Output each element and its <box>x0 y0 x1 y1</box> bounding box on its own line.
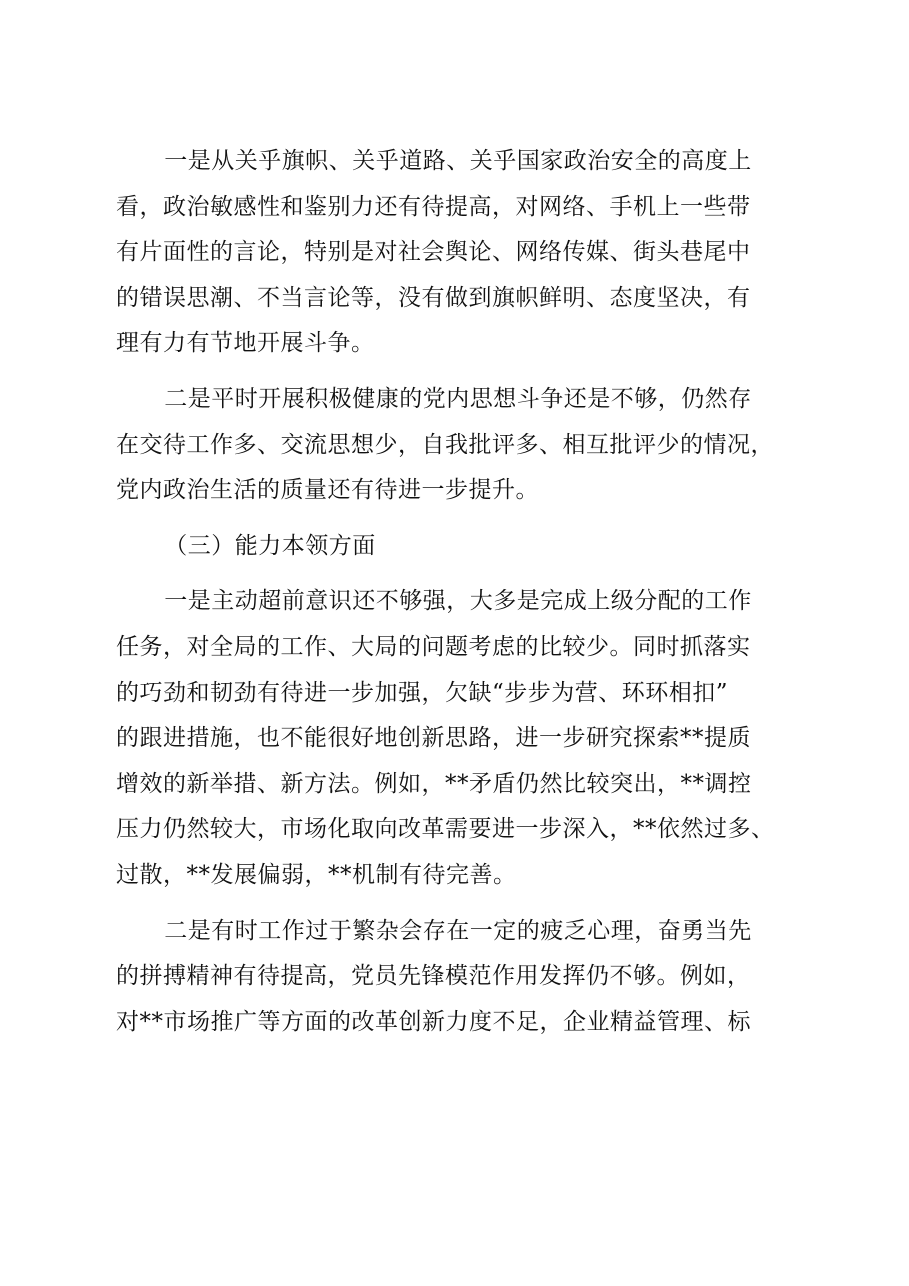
text-line: 压力仍然较大，市场化取向改革需要进一步深入，**依然过多、 <box>116 816 775 843</box>
text-line: 二是有时工作过于繁杂会存在一定的疲乏心理，奋勇当先 <box>164 917 752 944</box>
text-line: 对**市场推广等方面的改革创新力度不足，企业精益管理、标 <box>116 1008 751 1035</box>
text-line: 一是主动超前意识还不够强，大多是完成上级分配的工作 <box>164 588 752 615</box>
text-line: 一是从关乎旗帜、关乎道路、关乎国家政治安全的高度上 <box>164 148 752 174</box>
text-line: 在交待工作多、交流思想少，自我批评多、相互批评少的情况， <box>116 431 774 458</box>
text-line: 有片面性的言论，特别是对社会舆论、网络传媒、街头巷尾中 <box>116 239 751 266</box>
section-heading: （三）能力本领方面 <box>164 532 376 559</box>
paragraph-political-sensitivity <box>116 139 800 367</box>
paragraph-party-struggle <box>116 377 800 514</box>
text-line: 过散，**发展偏弱，**机制有待完善。 <box>116 861 517 888</box>
document-body <box>116 139 800 1055</box>
text-line: 的巧劲和韧劲有待进一步加强，欠缺“步步为营、环环相扣” <box>116 679 729 706</box>
text-line: 的跟进措施，也不能很好地创新思路，进一步研究探索**提质 <box>116 725 751 752</box>
text-line: 党内政治生活的质量还有待进一步提升。 <box>116 477 539 504</box>
text-line: 任务，对全局的工作、大局的问题考虑的比较少。同时抓落实 <box>116 633 751 660</box>
text-line: 增效的新举措、新方法。例如，**矛盾仍然比较突出，**调控 <box>116 770 752 797</box>
text-line: 理有力有节地开展斗争。 <box>116 330 375 357</box>
paragraph-initiative <box>116 579 800 898</box>
text-line: 的拼搏精神有待提高，党员先锋模范作用发挥仍不够。例如， <box>116 963 751 990</box>
paragraph-fatigue <box>116 909 800 1046</box>
text-line: 看，政治敏感性和鉴别力还有待提高，对网络、手机上一些带 <box>116 193 751 220</box>
text-line: 二是平时开展积极健康的党内思想斗争还是不够，仍然存 <box>164 385 752 412</box>
text-line: 的错误思潮、不当言论等，没有做到旗帜鲜明、态度坚决，有 <box>116 284 751 311</box>
